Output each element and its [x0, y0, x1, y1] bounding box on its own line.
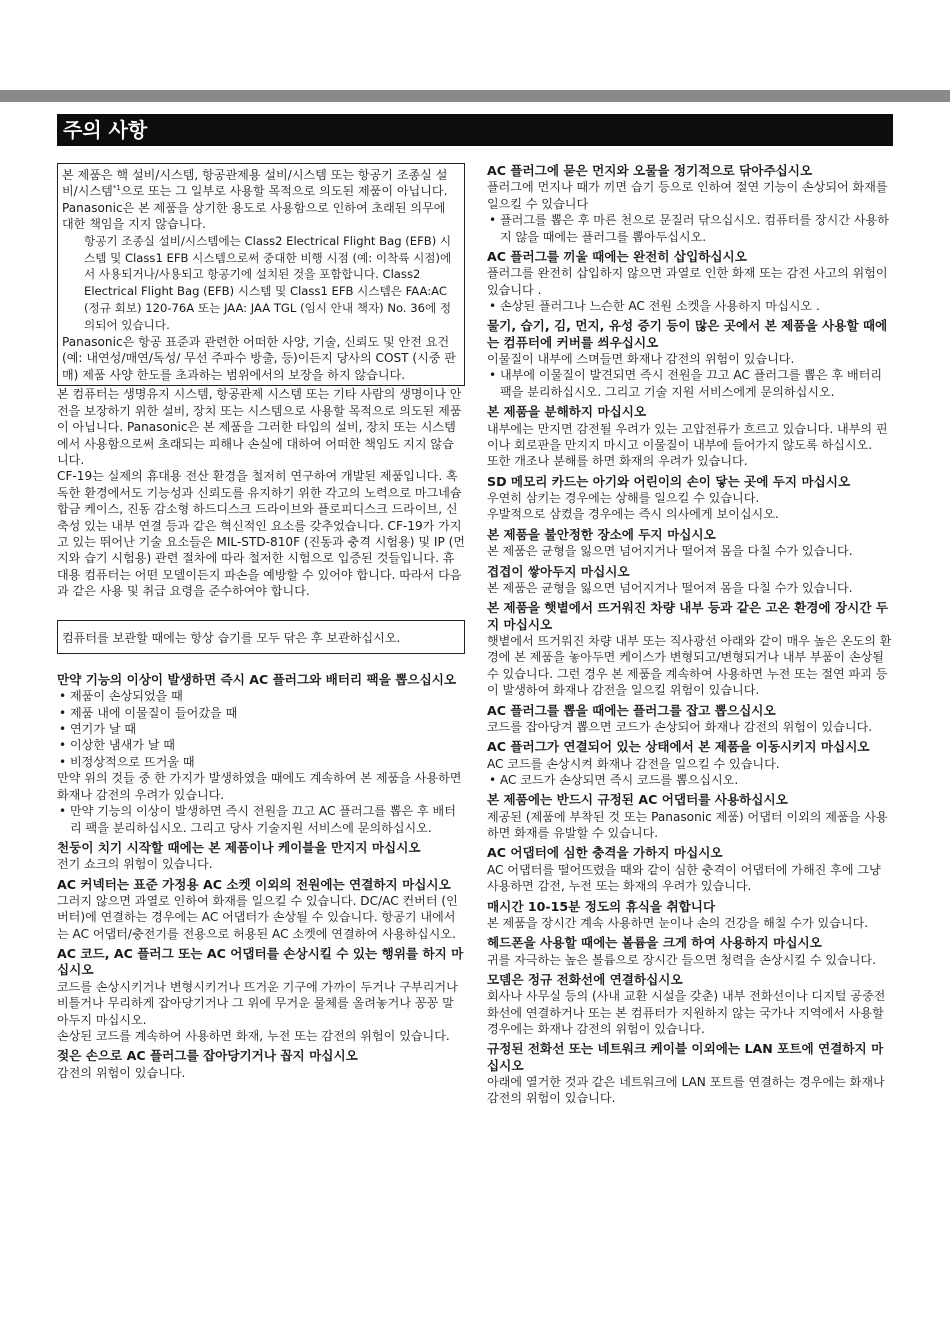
section-heading: 본 제품을 분해하지 마십시오: [487, 404, 647, 420]
section-text: 제공된 (제품에 부착된 것 또는 Panasonic 제품) 어댑터 이외의 제품을 사용하면 화재를 유발할 수 있습니다.: [487, 809, 888, 841]
warning-section: [487, 972, 892, 1038]
intro-paragraph-2: Panasonic은 항공 표준과 관련한 어떠한 사양, 기술, 신뢰도 및 안전 요건 (예: 내연성/매연/독성/ 무선 주파수 방출, 등)이든지 당사의 COST (시중 판매) 제품 사양 한도를 초과하는 범위에서의 보장을 하지 않습니다.: [62, 335, 456, 382]
warning-section: [487, 845, 892, 894]
section-heading: 헤드폰을 사용할 때에는 볼륨을 크게 하여 사용하지 마십시오: [487, 935, 822, 951]
section-text: 코드를 잡아당겨 뽑으면 코드가 손상되어 화재나 감전의 위험이 있습니다.: [487, 719, 873, 734]
page-title-bar: [57, 114, 893, 146]
section-heading: 본 제품을 햇볕에서 뜨거워진 차량 내부 등과 같은 고온 환경에 장시간 두지 마십시오: [487, 600, 889, 632]
section-text: 본 제품은 균형을 잃으면 넘어지거나 떨어져 몸을 다칠 수가 있습니다.: [487, 580, 853, 595]
section-heading: 모뎀은 정규 전화선에 연결하십시오: [487, 971, 683, 987]
right-column: [487, 163, 892, 1107]
list-item: • 이상한 냄새가 날 때: [57, 737, 465, 753]
bullet-list: [487, 367, 892, 400]
section-text: 귀를 자극하는 높은 볼륨으로 장시간 들으면 청력을 손상시킬 수 있습니다.: [487, 952, 876, 967]
warning-section: [487, 703, 892, 736]
list-item: • AC 코드가 손상되면 즉시 코드를 뽑으십시오.: [487, 772, 892, 788]
section-heading: 겹겹이 쌓아두지 마십시오: [487, 563, 630, 579]
warning-section: [487, 935, 892, 968]
section-heading: 천둥이 치기 시작할 때에는 본 제품이나 케이블을 만지지 마십시오: [57, 839, 421, 855]
section-text: 이물질이 내부에 스며들면 화재나 감전의 위험이 있습니다.: [487, 352, 795, 367]
section-heading: 물기, 습기, 김, 먼지, 유성 증기 등이 많은 곳에서 본 제품을 사용할 때에는 컴퓨터에 커버를 씌우십시오: [487, 318, 888, 350]
section-heading: AC 플러그를 끼울 때에는 완전히 삽입하십시오: [487, 248, 747, 264]
warning-section: [487, 404, 892, 470]
bullet-list: [57, 803, 465, 836]
section-text: 만약 위의 것들 중 한 가지가 발생하였을 때에도 계속하여 본 제품을 사용하면 화재나 감전의 우려가 있습니다.: [57, 771, 462, 802]
bullet-list: [487, 298, 892, 314]
list-item: • 제품 내에 이물질이 들어갔을 때: [57, 705, 465, 721]
section-text: 내부에는 만지면 감전될 우려가 있는 고압전류가 흐르고 있습니다. 내부의 핀이나 회로판을 만지지 마시고 이물질이 내부에 들어가지 않도록 하십시오.: [487, 421, 888, 452]
warning-section: [487, 899, 892, 932]
intro-footnote: 항공기 조종실 설비/시스템에는 Class2 Electrical Flight Bag (EFB) 시스템 및 Class1 EFB 시스템으로써 중대한 비행 시점 (예: 이착륙 시점)에서 사용되거나/사용되고 항공기에 설치된 것을 포함합니다. Class2 Electrical Flight Bag (EFB) 시스템 및 Class1 EFB 시스템은 FAA:AC (정규 회보) 120-76A 또는 JAA: JAA TGL (임시 안내 책자) No. 36에 정의되어 있습니다.: [84, 233, 452, 333]
warning-section: [487, 739, 892, 788]
section-text: 그러지 않으면 과열로 인하여 화재를 일으킬 수 있습니다. DC/AC 컨버터 (인버터)에 연결하는 경우에는 AC 어댑터가 손상될 수 있습니다. 항공기 내에서는 AC 어댑터/충전기를 전용으로 허용된 AC 소켓에 연결하여 사용하십시오.: [57, 893, 458, 941]
list-item: • 비정상적으로 뜨거울 때: [57, 754, 465, 770]
section-text: 전기 쇼크의 위험이 있습니다.: [57, 857, 213, 872]
section-text: 우발적으로 삼켰을 경우에는 즉시 의사에게 보이십시오.: [487, 507, 779, 522]
bullet-list: [487, 212, 892, 245]
section-heading: 만약 기능의 이상이 발생하면 즉시 AC 플러그와 배터리 팩을 뽑으십시오: [57, 671, 457, 687]
warning-section: [487, 600, 892, 698]
cf19-description-paragraph: CF-19는 실제의 휴대용 전산 환경을 철저히 연구하여 개발된 제품입니다. 혹독한 환경에서도 기능성과 신뢰도를 유지하기 위한 각고의 노력으로 마그네슘 합금 케이스, 진동 감소형 하드디스크 드라이브와 플로피디스크 드라이브, 신축성 있는 내부 연결 등과 같은 혁신적인 요소를 갖추었습니다. CF-19가 가지고 있는 뛰어난 기술 요소들은 MIL-STD-810F (진동과 충격 시험용) 및 IP (먼지와 습기 시험용) 관련 절차에 따라 철저한 시험으로 입증된 것들입니다. 휴대용 컴퓨터는 어떤 모델이든지 파손을 예방할 수 있어야 합니다. 따라서 다음과 같은 사용 및 취급 요령을 준수하여야 합니다.: [57, 469, 465, 599]
section-heading: 규정된 전화선 또는 네트워크 케이블 이외에는 LAN 포트에 연결하지 마십시오: [487, 1041, 884, 1073]
section-text: 우연히 삼키는 경우에는 상해를 일으킬 수 있습니다.: [487, 491, 760, 506]
section-text: 또한 개조나 분해를 하면 화재의 우려가 있습니다.: [487, 454, 748, 469]
intro-notice-box: [57, 163, 465, 386]
section-heading: AC 어댑터에 심한 충격을 가하지 마십시오: [487, 845, 723, 861]
section-heading: SD 메모리 카드는 아기와 어린이의 손이 닿는 곳에 두지 마십시오: [487, 473, 851, 489]
list-item: • 연기가 날 때: [57, 721, 465, 737]
page-title: 주의 사항: [63, 118, 148, 142]
warning-section: [487, 474, 892, 523]
footnote-mark: *1: [112, 184, 121, 193]
list-item: • 내부에 이물질이 발견되면 즉시 전원을 끄고 AC 플러그를 뽑은 후 배터리 팩을 분리하십시오. 그리고 기술 지원 서비스에게 문의하십시오.: [487, 367, 892, 400]
left-column: [57, 163, 465, 1081]
warning-section: [487, 792, 892, 841]
section-text: 플러그에 먼지나 때가 끼면 습기 등으로 인하여 절연 기능이 손상되어 화재를 일으킬 수 있습니다: [487, 180, 888, 211]
list-item: • 제품이 손상되었을 때: [57, 688, 465, 704]
warning-section: [487, 163, 892, 245]
warning-section: [57, 1048, 465, 1081]
warning-section: [487, 1041, 892, 1106]
warning-section: [487, 318, 892, 400]
section-text: 코드를 손상시키거나 변형시키거나 뜨거운 기구에 가까이 두거나 구부리거나 비틀거나 무리하게 잡아당기거나 그 위에 무거운 물체를 올려놓거나 꽁꽁 말아두지 마십시오.: [57, 979, 458, 1027]
list-item: • 플러그를 뽑은 후 마른 천으로 문질러 닦으십시오. 컴퓨터를 장시간 사용하지 않을 때에는 플러그를 뽑아두십시오.: [487, 212, 892, 245]
disclaimer-paragraph: 본 컴퓨터는 생명유지 시스템, 항공관제 시스템 또는 기타 사람의 생명이나 안전을 보장하기 위한 설비, 장치 또는 시스템으로 사용할 목적으로 의도된 제품이 아닙니다. Panasonic은 본 제품을 그러한 타입의 설비, 장치 또는 시스템에서 사용함으로써 초래되는 피해나 손실에 대하여 어떠한 책임도 지지 않습니다.: [57, 387, 462, 467]
section-text: 감전의 위험이 있습니다.: [57, 1065, 186, 1080]
bullet-list: [487, 772, 892, 788]
section-text: AC 어댑터를 떨어뜨렸을 때와 같이 심한 충격이 어댑터에 가해진 후에 그냥 사용하면 감전, 누전 또는 화재의 우려가 있습니다.: [487, 862, 881, 894]
section-heading: 본 제품을 불안정한 장소에 두지 마십시오: [487, 526, 716, 542]
section-text: AC 코드를 손상시켜 화재나 감전을 일으킬 수 있습니다.: [487, 756, 780, 771]
section-text: 아래에 열거한 것과 같은 네트워크에 LAN 포트를 연결하는 경우에는 화재나 감전의 위험이 있습니다.: [487, 1075, 885, 1106]
warning-section: [487, 249, 892, 315]
section-heading: 본 제품에는 반드시 규정된 AC 어댑터를 사용하십시오: [487, 792, 788, 808]
bullet-list: [57, 688, 465, 770]
section-heading: AC 플러그에 묻은 먼지와 오물을 정기적으로 닦아주십시오: [487, 163, 813, 178]
section-heading: AC 플러그가 연결되어 있는 상태에서 본 제품을 이동시키지 마십시오: [487, 739, 870, 755]
header-band: [0, 90, 950, 102]
intro-paragraph-1: 본 제품은 핵 설비/시스템, 항공관제용 설비/시스템 또는 항공기 조종실 설비/시스템$^{*1}$으로 또는 그 일부로 사용할 목적으로 의도된 제품이 아닙니다. Panasonic은 본 제품을 상기한 용도로 사용함으로 인하여 초래된 의무에 대한 책임을 지지 않습니다.: [62, 168, 448, 232]
warning-section: [57, 840, 465, 873]
section-heading: 젖은 손으로 AC 플러그를 잡아당기거나 꼽지 마십시오: [57, 1048, 358, 1064]
section-heading: 매시간 10-15분 정도의 휴식을 취합니다: [487, 898, 716, 914]
list-item: • 만약 기능의 이상이 발생하면 즉시 전원을 끄고 AC 플러그를 뽑은 후 배터리 팩을 분리하십시오. 그리고 당사 기술지원 서비스에 문의하십시오.: [57, 803, 465, 836]
list-item: • 손상된 플러그나 느슨한 AC 전원 소켓을 사용하지 마십시오 .: [487, 298, 892, 314]
section-text: 플러그를 완전히 삽입하지 않으면 과열로 인한 화재 또는 감전 사고의 위험이 있습니다 .: [487, 266, 888, 297]
spacer: [57, 654, 465, 668]
warning-section: [487, 564, 892, 597]
section-text: 햇볕에서 뜨거워진 차량 내부 또는 직사광선 아래와 같이 매우 높은 온도의 환경에 본 제품을 놓아두면 케이스가 변형되고/변형되거나 내부 부품이 손상될 수 있습니다. 그런 경우 본 제품을 계속하여 사용하면 누전 또는 절연 파괴 등이 발생하여 화재나 감전을 일으킬 위험이 있습니다.: [487, 633, 892, 698]
section-heading: AC 커넥터는 표준 가정용 AC 소켓 이외의 전원에는 연결하지 마십시오: [57, 876, 451, 892]
section-heading: AC 코드, AC 플러그 또는 AC 어댑터를 손상시킬 수 있는 행위를 하지 마십시오: [57, 946, 464, 978]
section-text: 본 제품을 장시간 계속 사용하면 눈이나 손의 건강을 해칠 수가 있습니다.: [487, 915, 869, 930]
storage-notice-text: 컴퓨터를 보관할 때에는 항상 습기를 모두 닦은 후 보관하십시오.: [62, 630, 401, 645]
warning-section: [57, 946, 465, 1044]
section-text: 본 제품은 균형을 잃으면 넘어지거나 떨어져 몸을 다칠 수가 있습니다.: [487, 544, 853, 559]
section-heading: AC 플러그를 뽑을 때에는 플러그를 잡고 뽑으십시오: [487, 702, 776, 718]
section-text: 손상된 코드를 계속하여 사용하면 화재, 누전 또는 감전의 위험이 있습니다.: [57, 1028, 450, 1043]
warning-section: [487, 527, 892, 560]
warning-section: [57, 877, 465, 943]
section-text: 회사나 사무실 등의 (사내 교환 시설을 갖춘) 내부 전화선이나 디지털 공중전화선에 연결하거나 또는 본 컴퓨터가 지원하지 않는 국가나 지역에서 사용할 경우에는 화재나 감전의 위험이 있습니다.: [487, 989, 886, 1037]
storage-notice-box: [57, 620, 465, 654]
warning-section: [57, 672, 465, 836]
